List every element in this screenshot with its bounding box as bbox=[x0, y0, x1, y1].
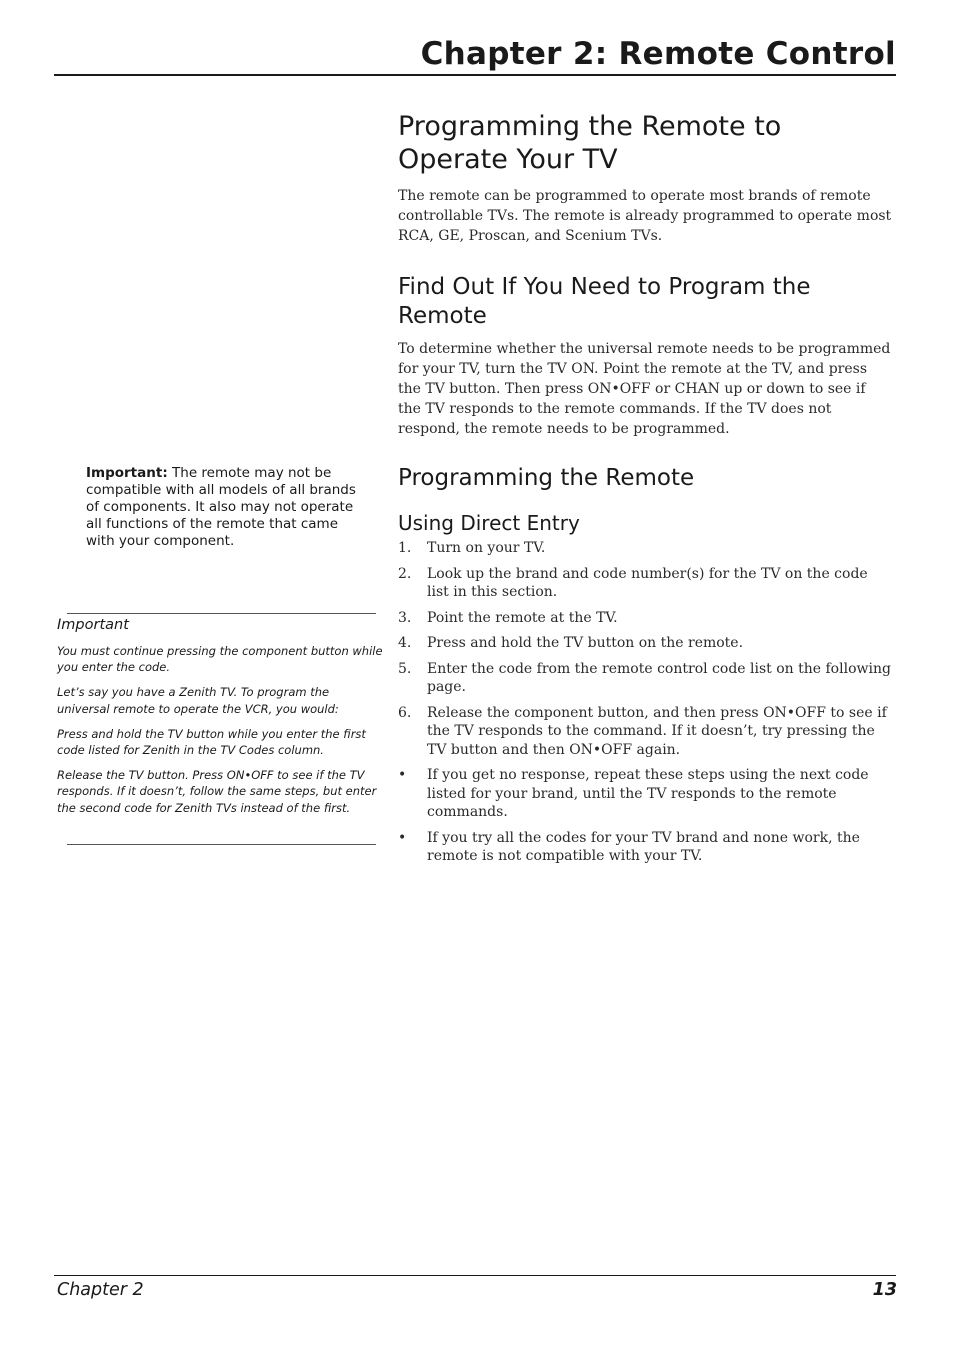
step-text: Point the remote at the TV. bbox=[427, 609, 618, 626]
important-paragraph: You must continue pressing the component button while you enter the code. bbox=[57, 644, 383, 675]
chapter-title: Chapter 2: Remote Control bbox=[420, 36, 896, 72]
header-rule bbox=[54, 74, 896, 76]
note-text: The remote may not be compatible with all models of all brands of components. It also may not operate all functions of the remote that came with your component. bbox=[86, 465, 356, 549]
list-item bbox=[398, 634, 892, 653]
important-paragraph: Press and hold the TV button while you enter the first code listed for Zenith in the TV Codes column. bbox=[57, 726, 366, 758]
find-out-paragraph: To determine whether the universal remote needs to be programmed for your TV, turn the TV ON. Point the remote at the TV, and press the TV button. Then press ON•OFF or CHAN up or down to see if the TV responds to the remote commands. If the TV does not respond, the remote needs to be programmed. bbox=[398, 341, 891, 437]
page-number: 13 bbox=[872, 1280, 897, 1300]
step-text: If you get no response, repeat these steps using the next code listed for your brand, until the TV responds to the remote commands. bbox=[427, 767, 869, 820]
step-marker: 1. bbox=[398, 540, 412, 556]
step-marker: 3. bbox=[398, 609, 412, 626]
intro-paragraph: The remote can be programmed to operate most brands of remote controllable TVs. The remote is already programmed to operate most RCA, GE, Proscan, and Scenium TVs. bbox=[398, 188, 892, 244]
heading-line: Programming the Remote to bbox=[398, 111, 782, 142]
list-item bbox=[398, 565, 892, 602]
important-paragraph: Let’s say you have a Zenith TV. To program the universal remote to operate the VCR, you would: bbox=[57, 685, 339, 716]
step-text: Enter the code from the remote control code list on the following page. bbox=[427, 660, 891, 695]
heading-line: Find Out If You Need to Program the bbox=[398, 274, 811, 300]
heading-line: Operate Your TV bbox=[398, 144, 618, 175]
important-paragraph: Release the TV button. Press ON•OFF to see if the TV responds. If it doesn’t, follow the same steps, but enter the second code for Zenith TVs instead of the first. bbox=[57, 768, 377, 815]
step-text: Release the component button, and then press ON•OFF to see if the TV responds to the command. If it doesn’t, try pressing the TV button and then ON•OFF again. bbox=[427, 704, 887, 758]
footer-chapter-label: Chapter 2 bbox=[57, 1280, 144, 1300]
step-marker: 5. bbox=[398, 660, 412, 677]
main-column bbox=[398, 110, 892, 873]
important-box-top-rule bbox=[67, 613, 376, 614]
step-text: Press and hold the TV button on the remote. bbox=[427, 635, 744, 651]
important-box-heading: Important bbox=[57, 617, 129, 633]
list-item bbox=[398, 609, 892, 628]
section-heading-find-out bbox=[398, 273, 892, 331]
subheading-direct-entry: Using Direct Entry bbox=[398, 511, 580, 535]
list-item bbox=[398, 539, 892, 558]
step-marker: 4. bbox=[398, 635, 412, 651]
list-item bbox=[398, 660, 892, 697]
step-text: If you try all the codes for your TV brand and none work, the remote is not compatible with your TV. bbox=[427, 829, 860, 864]
important-side-note bbox=[86, 465, 366, 550]
list-item bbox=[398, 829, 892, 866]
section-heading-programming-remote: Programming the Remote bbox=[398, 465, 695, 491]
steps-list bbox=[398, 539, 892, 866]
step-text: Look up the brand and code number(s) for the TV on the code list in this section. bbox=[427, 565, 868, 600]
list-item bbox=[398, 766, 892, 822]
section-heading-programming-tv bbox=[398, 110, 892, 176]
bullet-marker: • bbox=[398, 767, 407, 783]
heading-line: Remote bbox=[398, 303, 487, 329]
bullet-marker: • bbox=[398, 829, 407, 846]
note-label: Important: bbox=[86, 465, 168, 481]
step-marker: 2. bbox=[398, 565, 412, 582]
important-box bbox=[57, 617, 383, 825]
step-text: Turn on your TV. bbox=[427, 540, 546, 556]
step-marker: 6. bbox=[398, 704, 412, 721]
list-item bbox=[398, 704, 892, 760]
footer-rule bbox=[54, 1275, 896, 1276]
important-box-bottom-rule bbox=[67, 844, 376, 845]
